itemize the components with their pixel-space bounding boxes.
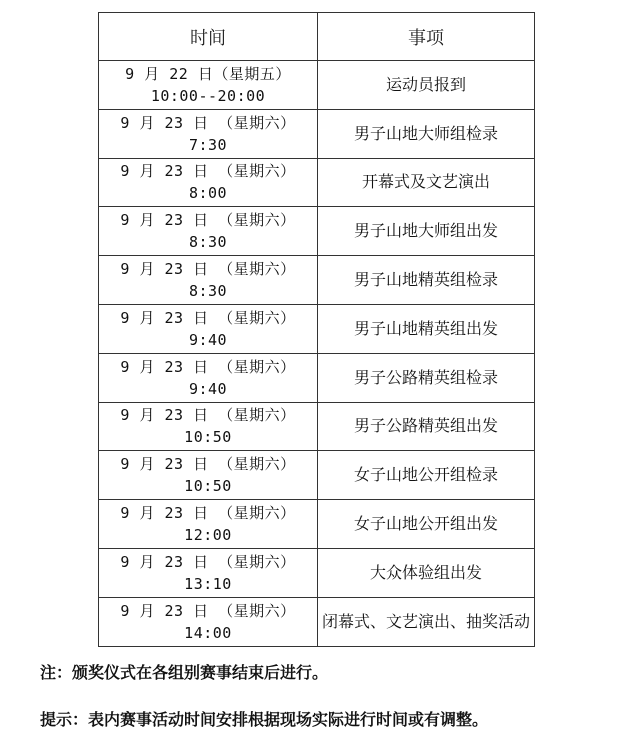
event-cell: 开幕式及文艺演出 [318, 158, 535, 207]
date-text: 9 月 23 日 （星期六） [120, 406, 296, 425]
table-row [99, 109, 535, 158]
date-text: 9 月 23 日 （星期六） [120, 113, 296, 132]
header-event: 事项 [318, 13, 535, 61]
award-note: 注：颁奖仪式在各组别赛事结束后进行。 [40, 663, 329, 682]
date-text: 9 月 23 日 （星期六） [120, 308, 296, 327]
time-cell [99, 402, 318, 451]
event-cell: 大众体验组出发 [318, 548, 535, 597]
time-text: 9:40 [188, 379, 228, 398]
time-cell [99, 158, 318, 207]
event-cell: 男子公路精英组出发 [318, 402, 535, 451]
time-text: 12:00 [184, 526, 232, 545]
date-text: 9 月 23 日 （星期六） [120, 162, 296, 181]
date-text: 9 月 23 日 （星期六） [120, 552, 296, 571]
event-cell: 女子山地公开组检录 [318, 451, 535, 500]
time-text: 10:50 [184, 428, 232, 447]
table-row [99, 597, 535, 646]
event-cell: 男子山地大师组出发 [318, 207, 535, 256]
date-text: 9 月 23 日 （星期六） [120, 504, 296, 523]
table-row [99, 207, 535, 256]
time-cell [99, 500, 318, 549]
time-text: 8:30 [188, 282, 228, 301]
table-row [99, 158, 535, 207]
table-row [99, 353, 535, 402]
time-text: 7:30 [188, 135, 228, 154]
event-cell: 闭幕式、文艺演出、抽奖活动 [318, 597, 535, 646]
time-cell [99, 256, 318, 305]
time-cell [99, 109, 318, 158]
date-text: 9 月 23 日 （星期六） [120, 211, 296, 230]
time-text: 8:00 [188, 184, 228, 203]
time-text: 8:30 [188, 233, 228, 252]
table-header-row [99, 13, 535, 61]
table-row [99, 548, 535, 597]
event-cell: 运动员报到 [318, 61, 535, 110]
event-cell: 女子山地公开组出发 [318, 500, 535, 549]
time-cell [99, 207, 318, 256]
time-text: 9:40 [188, 330, 228, 349]
table-row [99, 61, 535, 110]
schedule-tip: 提示：表内赛事活动时间安排根据现场实际进行时间或有调整。 [40, 710, 489, 729]
date-text: 9 月 23 日 （星期六） [120, 455, 296, 474]
table-row [99, 402, 535, 451]
time-text: 13:10 [184, 574, 232, 593]
header-time: 时间 [99, 13, 318, 61]
table-row [99, 304, 535, 353]
time-cell [99, 304, 318, 353]
time-cell [99, 548, 318, 597]
event-cell: 男子山地精英组出发 [318, 304, 535, 353]
table-row [99, 500, 535, 549]
date-text: 9 月 22 日（星期五） [125, 64, 291, 83]
time-text: 14:00 [184, 623, 232, 642]
time-text: 10:00--20:00 [150, 86, 266, 105]
date-text: 9 月 23 日 （星期六） [120, 601, 296, 620]
time-cell [99, 451, 318, 500]
table-row [99, 451, 535, 500]
date-text: 9 月 23 日 （星期六） [120, 260, 296, 279]
time-cell [99, 353, 318, 402]
time-cell [99, 597, 318, 646]
event-cell: 男子山地精英组检录 [318, 256, 535, 305]
event-cell: 男子山地大师组检录 [318, 109, 535, 158]
time-text: 10:50 [184, 477, 232, 496]
schedule-table [98, 12, 535, 647]
time-cell [99, 61, 318, 110]
table-row [99, 256, 535, 305]
date-text: 9 月 23 日 （星期六） [120, 357, 296, 376]
event-cell: 男子公路精英组检录 [318, 353, 535, 402]
